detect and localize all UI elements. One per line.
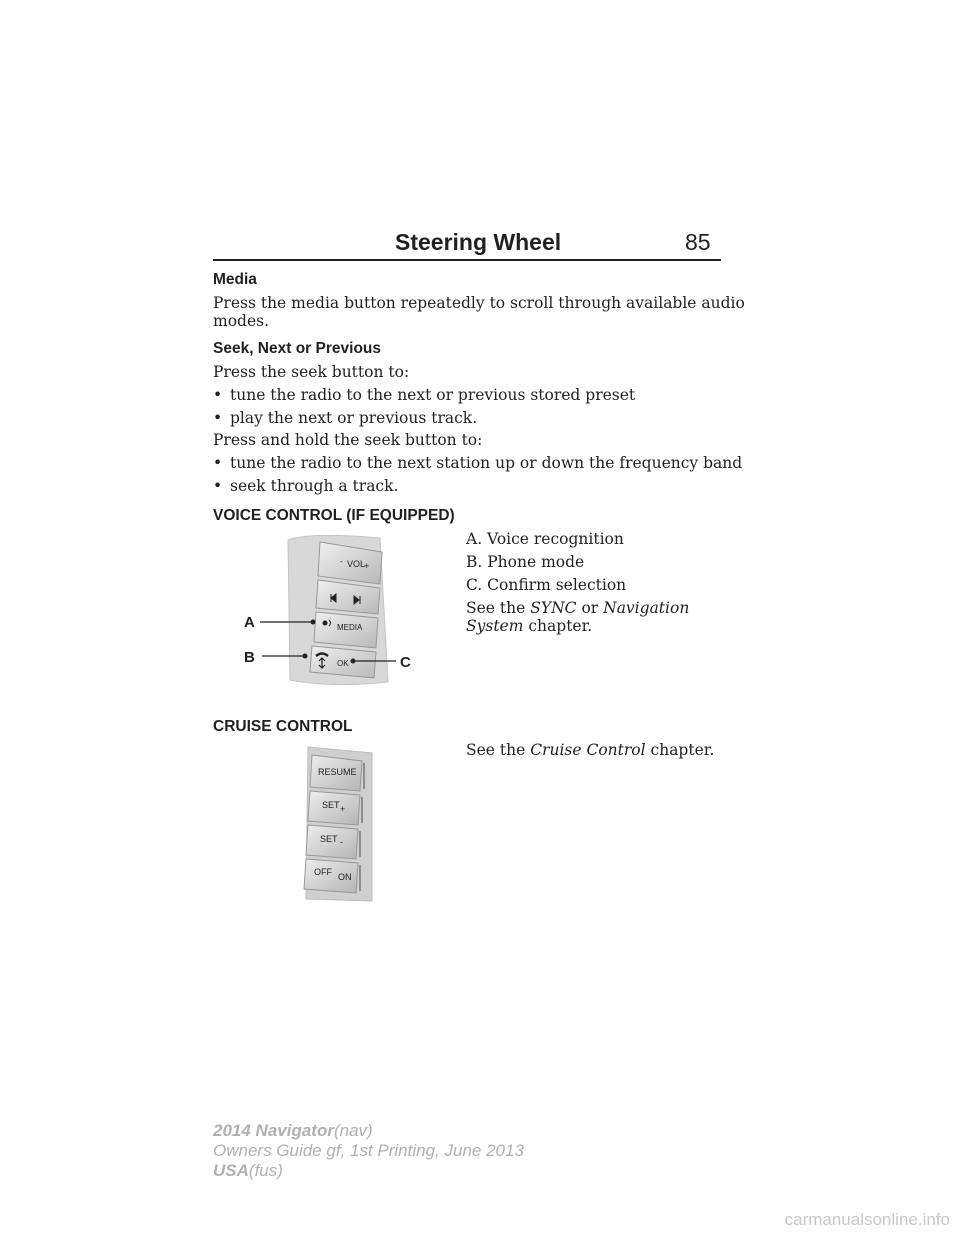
- sync-chapter-ref: SYNC: [530, 599, 577, 617]
- voice-control-buttons-illustration: [230, 530, 440, 692]
- plus-label: +: [340, 804, 346, 814]
- set-plus-label: SET: [322, 800, 340, 810]
- vol-minus-label: -: [340, 557, 343, 566]
- list-item: • seek through a track.: [213, 477, 399, 495]
- navigation-chapter-ref: Navigation: [603, 599, 690, 617]
- voice-control-heading: VOICE CONTROL (IF EQUIPPED): [213, 507, 455, 524]
- voice-item-a: A. Voice recognition: [466, 530, 624, 548]
- cruise-control-heading: CRUISE CONTROL: [213, 718, 353, 735]
- callout-a-label: A: [244, 614, 255, 631]
- ok-label: OK: [337, 659, 349, 668]
- media-label: MEDIA: [337, 623, 363, 632]
- vol-label: VOL: [347, 559, 366, 569]
- footer-line1: 2014 Navigator(nav): [213, 1121, 373, 1140]
- callout-b-label: B: [244, 649, 255, 666]
- cruise-control-chapter-ref: Cruise Control: [530, 741, 646, 759]
- on-label: ON: [338, 872, 352, 882]
- list-item: • tune the radio to the next station up or down the frequency band: [213, 454, 743, 472]
- off-label: OFF: [314, 867, 332, 877]
- voice-item-c: C. Confirm selection: [466, 576, 627, 594]
- media-body-line2: modes.: [213, 312, 270, 330]
- list-item: • tune the radio to the next or previous stored preset: [213, 386, 636, 404]
- watermark: carmanualsonline.info: [784, 1210, 950, 1229]
- minus-label: -: [340, 837, 343, 847]
- seek-heading: Seek, Next or Previous: [213, 340, 381, 357]
- callout-c-label: C: [400, 654, 411, 671]
- resume-label: RESUME: [318, 767, 357, 777]
- list-item: • play the next or previous track.: [213, 409, 478, 427]
- footer-line2: Owners Guide gf, 1st Printing, June 2013: [213, 1141, 524, 1160]
- seek-intro: Press the seek button to:: [213, 363, 410, 381]
- page-header-title: Steering Wheel: [395, 229, 562, 255]
- footer-line3: USA(fus): [213, 1161, 283, 1180]
- media-heading: Media: [213, 271, 257, 288]
- vol-plus-label: +: [364, 561, 370, 571]
- voice-see-line2: System chapter.: [466, 617, 593, 635]
- voice-item-b: B. Phone mode: [466, 553, 585, 571]
- set-minus-label: SET: [320, 834, 338, 844]
- cruise-see-line: See the Cruise Control chapter.: [466, 741, 715, 759]
- seek-hold-intro: Press and hold the seek button to:: [213, 431, 483, 449]
- header-rule: [213, 259, 721, 261]
- page-number: 85: [685, 229, 711, 255]
- voice-see-line1: See the SYNC or Navigation: [466, 599, 690, 617]
- media-body-line1: Press the media button repeatedly to scroll through available audio: [213, 294, 745, 312]
- cruise-control-buttons-illustration: [300, 745, 380, 905]
